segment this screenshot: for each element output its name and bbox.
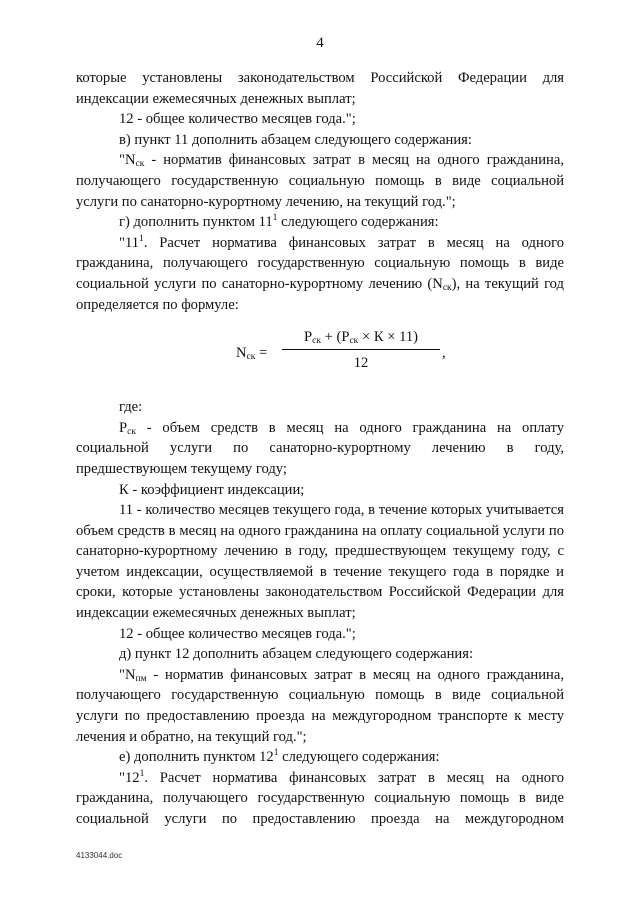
paragraph-psk-definition: $Р_{ск}$ - объем средств в месяц на одного гражданина на оплату социальной услуги по санаторно-курортному лечению в году, предшествующем текущему году; [76, 419, 564, 477]
paragraph-point-11-1: "$11^1$. Расчет норматива финансовых затрат в месяц на одного гражданина, получающего государственную социальную помощь в виде социальной услуги по санаторно-курортному лечению $(N_{ск})$, на текущий год определяется по формуле: [76, 233, 564, 313]
page-number: 4 [316, 35, 324, 51]
formula-comma: , [442, 345, 446, 362]
paragraph-11-definition: 11 - количество месяцев текущего года, в течение которых учитывается объем средств в месяц на одного гражданина на оплату социальной услуги по санаторно-курортному лечению в году, предшествующем текущему году, с учетом индексации, осуществляемой в течение текущего года в порядке и сроки, которые установлены законодательством Российской Федерации для индексации ежемесячных денежных выплат; [76, 502, 564, 622]
formula-denominator: 12 [353, 355, 369, 372]
paragraph-continuation: которые установлены законодательством Российской Федерации для индексации ежемесячных денежных выплат; [76, 70, 564, 107]
paragraph-item-d: д) пункт 12 дополнить абзацем следующего содержания: [119, 646, 474, 663]
paragraph-nsk-definition: "$N_{ск}$ - норматив финансовых затрат в месяц на одного гражданина, получающего государственную социальную помощь в виде социальной услуги по санаторно-курортному лечению, на текущий год."; [76, 152, 564, 210]
paragraph-months-total: 12 - общее количество месяцев года."; [119, 111, 356, 128]
paragraph-where: где: [119, 399, 143, 416]
formula-numerator: $Р_{ск} + (Р_{ск} \times К \times 11)$ [303, 329, 419, 347]
paragraph-12-definition: 12 - общее количество месяцев года."; [119, 625, 356, 642]
paragraph-item-e: е) дополнить пунктом $12^1$ следующего содержания: [119, 748, 440, 766]
paragraph-point-12-1: "$12^1$. Расчет норматива финансовых затрат в месяц на одного гражданина, получающего государственную социальную помощь в виде социальной услуги по предоставлению проезда на междугородном [76, 768, 564, 827]
file-name-footer: 4133044.doc [76, 851, 123, 860]
paragraph-item-v: в) пункт 11 дополнить абзацем следующего содержания: [119, 131, 472, 148]
formula-nsk [76, 323, 564, 383]
document-body [76, 68, 564, 830]
fraction-bar [282, 349, 440, 350]
formula-lhs: $N_{ск}$ = [236, 345, 268, 363]
formula-fraction [282, 327, 440, 373]
paragraph-npm-definition: "$N_{пм}$ - норматив финансовых затрат в месяц на одного гражданина, получающего государственную социальную помощь в виде социальной услуги по предоставлению проезда на междугородном транспорте к месту лечения и обратно, на текущий год."; [76, 666, 564, 745]
paragraph-k-definition: К - коэффициент индексации; [119, 481, 305, 498]
paragraph-item-g: г) дополнить пунктом $11^1$ следующего содержания: [119, 213, 439, 231]
